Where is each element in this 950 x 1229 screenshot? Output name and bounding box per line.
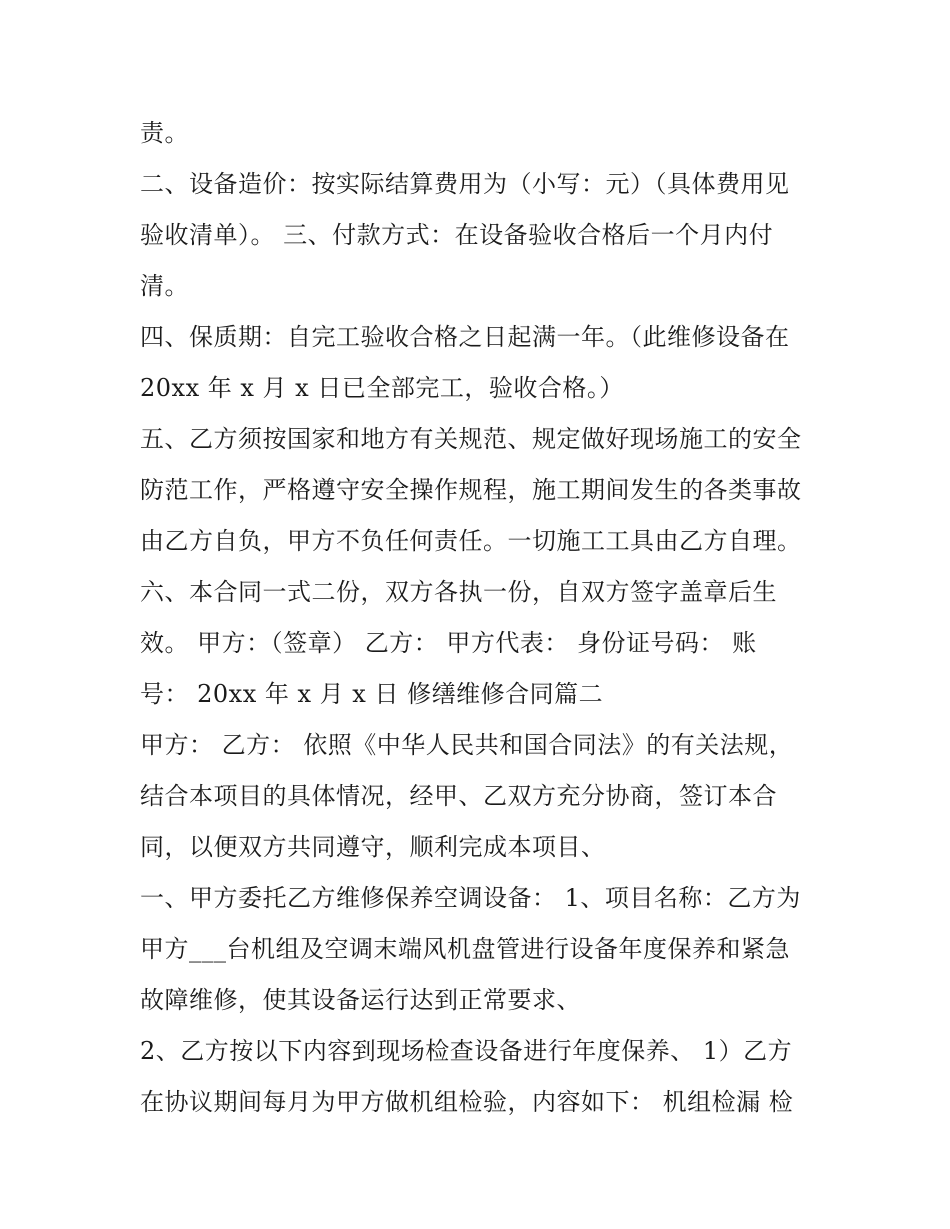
text-line: 六、本合同一式二份，双方各执一份，自双方签字盖章后生 [140,578,777,606]
text-line: 在协议期间每月为甲方做机组检验，内容如下： 机组检漏 检 [140,1088,794,1116]
text-line: 20xx 年 x 月 x 日已全部完工，验收合格。） [140,374,624,402]
text-line: 甲方： 乙方： 依照《中华人民共和国合同法》的有关法规， [140,731,794,759]
text-line: 一、甲方委托乙方维修保养空调设备： 1、项目名称：乙方为 [140,884,801,912]
text-line: 五、乙方须按国家和地方有关规范、规定做好现场施工的安全 [140,425,802,453]
text-line: 四、保质期：自完工验收合格之日起满一年。（此维修设备在 [140,323,790,351]
text-line: 效。 甲方：（签章） 乙方： 甲方代表： 身份证号码： 账 [140,629,757,657]
text-line: 由乙方自负，甲方不负任何责任。一切施工工具由乙方自理。 [140,527,802,555]
text-line: 责。 [140,119,189,147]
text-line: 2、乙方按以下内容到现场检查设备进行年度保养、 1）乙方 [140,1037,793,1065]
text-line: 防范工作，严格遵守安全操作规程，施工期间发生的各类事故 [140,476,802,504]
text-line: 甲方___台机组及空调末端风机盘管进行设备年度保养和紧急 [140,935,790,963]
text-line: 号： 20xx 年 x 月 x 日 修缮维修合同篇二 [140,680,604,708]
document-body [140,108,820,1128]
text-line: 验收清单）。 三、付款方式：在设备验收合格后一个月内付 [140,221,774,249]
text-line: 故障维修，使其设备运行达到正常要求、 [140,986,581,1014]
text-line: 清。 [140,272,189,300]
text-line: 同，以便双方共同遵守，顺利完成本项目、 [140,833,606,861]
text-line: 二、设备造价：按实际结算费用为（小写：元）（具体费用见 [140,170,790,198]
text-line: 结合本项目的具体情况，经甲、乙双方充分协商，签订本合 [140,782,777,810]
